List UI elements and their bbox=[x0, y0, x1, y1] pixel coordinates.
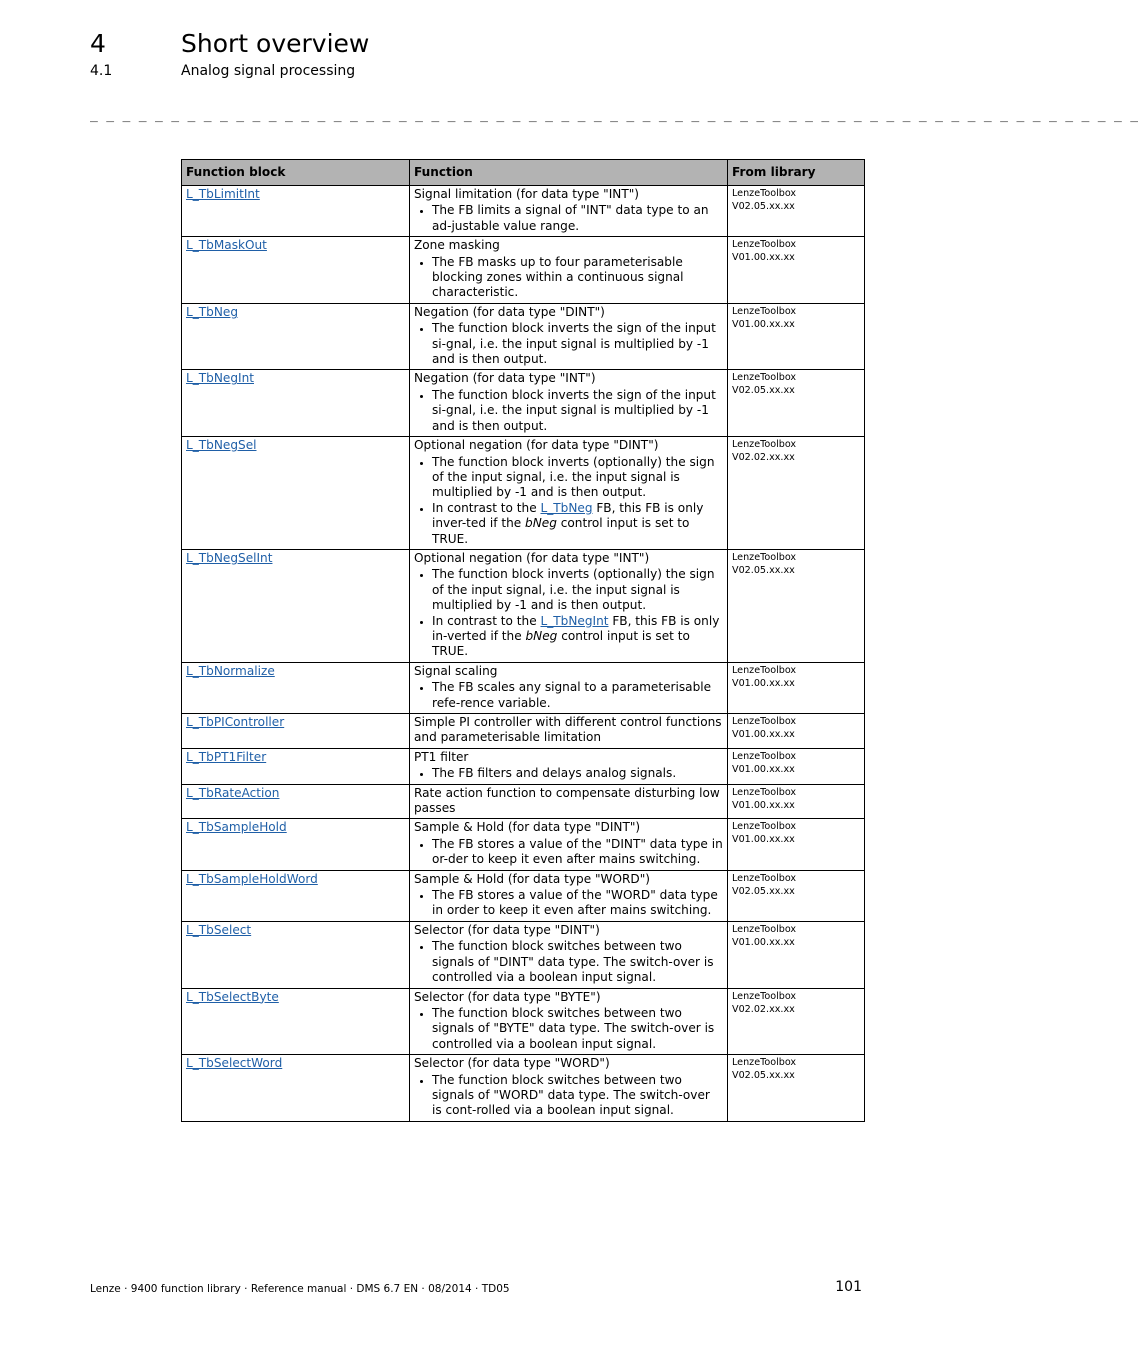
bullet-item bbox=[432, 888, 723, 919]
bullet-text: The function block switches between two signals of "WORD" data type. The switch-over is cont-rolled via a boolean input signal. bbox=[432, 1072, 710, 1118]
chapter-title: Short overview bbox=[181, 29, 370, 58]
function-cell bbox=[410, 870, 728, 921]
function-block-link[interactable]: L_TbSelect bbox=[186, 922, 252, 937]
bullet-text: control input is set to TRUE. bbox=[432, 628, 690, 659]
bullet-item bbox=[432, 939, 723, 985]
bullet-text: The FB limits a signal of "INT" data type to an ad-justable value range. bbox=[432, 203, 709, 233]
cross-reference-link[interactable]: L_TbNegInt bbox=[540, 613, 609, 628]
bullet-item bbox=[432, 680, 723, 711]
bullet-item bbox=[432, 614, 723, 660]
function-cell bbox=[410, 714, 728, 749]
bullet-text: The function block inverts (optionally) the sign of the input signal, i.e. the input signal is multiplied by -1 and is then output. bbox=[432, 454, 715, 500]
table-row bbox=[182, 921, 865, 988]
table-row bbox=[182, 237, 865, 304]
bullet-list bbox=[414, 939, 723, 985]
function-block-cell bbox=[182, 370, 410, 437]
header-function-block: Function block bbox=[182, 160, 410, 186]
bullet-list bbox=[414, 837, 723, 868]
table-row bbox=[182, 662, 865, 713]
function-block-cell bbox=[182, 988, 410, 1055]
function-cell bbox=[410, 784, 728, 819]
bullet-item bbox=[432, 388, 723, 434]
table-row bbox=[182, 784, 865, 819]
footer-text: Lenze · 9400 function library · Reference manual · DMS 6.7 EN · 08/2014 · TD05 bbox=[90, 1283, 510, 1295]
bullet-item bbox=[432, 203, 723, 234]
function-description: Negation (for data type "DINT") bbox=[414, 304, 605, 319]
table-row bbox=[182, 549, 865, 662]
table-row bbox=[182, 714, 865, 749]
bullet-text: The function block inverts the sign of the input si-gnal, i.e. the input signal is multiplied by -1 and is then output. bbox=[432, 387, 716, 433]
library-cell: LenzeToolbox V01.00.xx.xx bbox=[728, 784, 865, 819]
table-row bbox=[182, 819, 865, 870]
function-block-cell bbox=[182, 1055, 410, 1122]
table-row bbox=[182, 988, 865, 1055]
bullet-text: The function block switches between two signals of "BYTE" data type. The switch-over is controlled via a boolean input signal. bbox=[432, 1005, 715, 1051]
function-block-link[interactable]: L_TbNormalize bbox=[186, 663, 275, 678]
library-cell: LenzeToolbox V02.05.xx.xx bbox=[728, 549, 865, 662]
function-description: Sample & Hold (for data type "WORD") bbox=[414, 871, 651, 886]
function-cell bbox=[410, 988, 728, 1055]
function-description: Selector (for data type "DINT") bbox=[414, 922, 600, 937]
library-cell: LenzeToolbox V02.05.xx.xx bbox=[728, 870, 865, 921]
page-number: 101 bbox=[835, 1279, 862, 1295]
function-block-cell bbox=[182, 819, 410, 870]
cross-reference-link[interactable]: L_TbNeg bbox=[540, 500, 593, 515]
function-cell bbox=[410, 237, 728, 304]
bullet-item bbox=[432, 255, 723, 301]
input-name: bNeg bbox=[525, 628, 558, 643]
table-row bbox=[182, 870, 865, 921]
header-separator: _ _ _ _ _ _ _ _ _ _ _ _ _ _ _ _ _ _ _ _ _ _ _ _ _ _ _ _ _ _ _ _ _ _ _ _ _ _ _ _ _ _ _ _ _ _ _ _ _ _ _ _ _ _ _ _ _ _ _ _ _ _ _ _ _ bbox=[90, 108, 1138, 123]
bullet-list bbox=[414, 766, 723, 781]
table-row bbox=[182, 186, 865, 237]
table-header-row bbox=[182, 160, 865, 186]
bullet-text: The FB scales any signal to a parameterisable refe-rence variable. bbox=[432, 680, 712, 710]
function-description: Signal limitation (for data type "INT") bbox=[414, 187, 639, 201]
section-number: 4.1 bbox=[90, 63, 113, 79]
function-description: Selector (for data type "WORD") bbox=[414, 1056, 610, 1071]
function-cell bbox=[410, 1055, 728, 1122]
bullet-item bbox=[432, 501, 723, 547]
bullet-list bbox=[414, 455, 723, 547]
function-block-cell bbox=[182, 714, 410, 749]
table-row bbox=[182, 370, 865, 437]
bullet-list bbox=[414, 321, 723, 367]
library-cell: LenzeToolbox V01.00.xx.xx bbox=[728, 303, 865, 370]
bullet-item bbox=[432, 837, 723, 868]
function-cell bbox=[410, 186, 728, 237]
function-block-cell bbox=[182, 303, 410, 370]
library-cell: LenzeToolbox V01.00.xx.xx bbox=[728, 714, 865, 749]
bullet-text: control input is set to TRUE. bbox=[432, 516, 690, 546]
function-block-link[interactable]: L_TbNegSel bbox=[186, 438, 257, 453]
library-cell: LenzeToolbox V02.02.xx.xx bbox=[728, 437, 865, 550]
function-cell bbox=[410, 748, 728, 784]
library-cell: LenzeToolbox V02.05.xx.xx bbox=[728, 186, 865, 237]
library-cell: LenzeToolbox V01.00.xx.xx bbox=[728, 819, 865, 870]
function-cell bbox=[410, 549, 728, 662]
function-block-cell bbox=[182, 437, 410, 550]
bullet-item bbox=[432, 567, 723, 613]
bullet-item bbox=[432, 766, 723, 781]
function-block-link[interactable]: L_TbRateAction bbox=[186, 785, 280, 800]
bullet-list bbox=[414, 567, 723, 659]
function-block-cell bbox=[182, 186, 410, 237]
bullet-text: In contrast to the bbox=[432, 613, 541, 628]
function-block-cell bbox=[182, 784, 410, 819]
bullet-list bbox=[414, 1006, 723, 1052]
function-description: Optional negation (for data type "DINT") bbox=[414, 438, 659, 453]
function-description: Negation (for data type "INT") bbox=[414, 371, 596, 386]
library-cell: LenzeToolbox V02.05.xx.xx bbox=[728, 370, 865, 437]
bullet-text: In contrast to the bbox=[432, 500, 541, 515]
chapter-number: 4 bbox=[90, 29, 106, 58]
function-block-cell bbox=[182, 870, 410, 921]
function-block-cell bbox=[182, 237, 410, 304]
bullet-text: The FB stores a value of the "WORD" data type in order to keep it even after mains switching. bbox=[432, 888, 718, 918]
function-cell bbox=[410, 662, 728, 713]
bullet-text: The function block switches between two signals of "DINT" data type. The switch-over is controlled via a boolean input signal. bbox=[432, 939, 714, 985]
bullet-item bbox=[432, 1073, 723, 1119]
function-cell bbox=[410, 303, 728, 370]
table-body bbox=[182, 186, 865, 1122]
library-cell: LenzeToolbox V02.05.xx.xx bbox=[728, 1055, 865, 1122]
function-description: Zone masking bbox=[414, 238, 500, 253]
function-description: Optional negation (for data type "INT") bbox=[414, 550, 650, 565]
function-cell bbox=[410, 819, 728, 870]
function-block-link[interactable]: L_TbPT1Filter bbox=[186, 749, 267, 764]
input-name: bNeg bbox=[525, 516, 557, 531]
function-description: Rate action function to compensate disturbing low passes bbox=[414, 785, 720, 816]
bullet-item bbox=[432, 455, 723, 501]
function-block-table bbox=[181, 159, 865, 1122]
function-block-link[interactable]: L_TbMaskOut bbox=[186, 238, 267, 253]
section-title: Analog signal processing bbox=[181, 63, 356, 79]
function-cell bbox=[410, 437, 728, 550]
bullet-list bbox=[414, 388, 723, 434]
function-description: Signal scaling bbox=[414, 663, 498, 678]
function-block-link[interactable]: L_TbSelectByte bbox=[186, 989, 279, 1004]
function-block-link[interactable]: L_TbNegInt bbox=[186, 371, 254, 386]
table-row bbox=[182, 303, 865, 370]
function-block-link[interactable]: L_TbSampleHoldWord bbox=[186, 871, 318, 886]
library-cell: LenzeToolbox V01.00.xx.xx bbox=[728, 748, 865, 784]
bullet-text: The function block inverts the sign of the input si-gnal, i.e. the input signal is multiplied by -1 and is then output. bbox=[432, 321, 716, 367]
function-block-cell bbox=[182, 748, 410, 784]
function-block-link[interactable]: L_TbSampleHold bbox=[186, 820, 287, 835]
header-from-library: From library bbox=[728, 160, 865, 186]
function-block-link[interactable]: L_TbLimitInt bbox=[186, 187, 260, 201]
bullet-text: The FB stores a value of the "DINT" data type in or-der to keep it even after mains switching. bbox=[432, 836, 723, 867]
bullet-list bbox=[414, 203, 723, 234]
bullet-list bbox=[414, 255, 723, 301]
function-block-cell bbox=[182, 662, 410, 713]
function-block-cell bbox=[182, 921, 410, 988]
function-block-link[interactable]: L_TbSelectWord bbox=[186, 1056, 283, 1071]
header-function: Function bbox=[410, 160, 728, 186]
function-block-link[interactable]: L_TbNeg bbox=[186, 304, 239, 319]
table-row bbox=[182, 748, 865, 784]
function-description: Selector (for data type "BYTE") bbox=[414, 989, 601, 1004]
bullet-text: The FB filters and delays analog signals. bbox=[432, 766, 677, 781]
bullet-text: FB, this FB is only in-verted if the bbox=[432, 613, 720, 643]
function-description: Simple PI controller with different control functions and parameterisable limitation bbox=[414, 715, 722, 745]
bullet-text: The function block inverts (optionally) the sign of the input signal, i.e. the input signal is multiplied by -1 and is then output. bbox=[432, 567, 715, 613]
table-row bbox=[182, 437, 865, 550]
bullet-text: The FB masks up to four parameterisable blocking zones within a continuous signal characteristic. bbox=[432, 254, 684, 300]
bullet-text: FB, this FB is only inver-ted if the bbox=[432, 500, 704, 531]
function-block-cell bbox=[182, 549, 410, 662]
bullet-item bbox=[432, 321, 723, 367]
library-cell: LenzeToolbox V02.02.xx.xx bbox=[728, 988, 865, 1055]
function-block-link[interactable]: L_TbNegSelInt bbox=[186, 550, 273, 565]
function-description: Sample & Hold (for data type "DINT") bbox=[414, 820, 641, 835]
bullet-list bbox=[414, 680, 723, 711]
bullet-list bbox=[414, 1073, 723, 1119]
library-cell: LenzeToolbox V01.00.xx.xx bbox=[728, 662, 865, 713]
function-description: PT1 filter bbox=[414, 749, 469, 764]
function-cell bbox=[410, 921, 728, 988]
table-row bbox=[182, 1055, 865, 1122]
library-cell: LenzeToolbox V01.00.xx.xx bbox=[728, 237, 865, 304]
function-cell bbox=[410, 370, 728, 437]
function-block-link[interactable]: L_TbPIController bbox=[186, 715, 285, 729]
bullet-list bbox=[414, 888, 723, 919]
library-cell: LenzeToolbox V01.00.xx.xx bbox=[728, 921, 865, 988]
bullet-item bbox=[432, 1006, 723, 1052]
